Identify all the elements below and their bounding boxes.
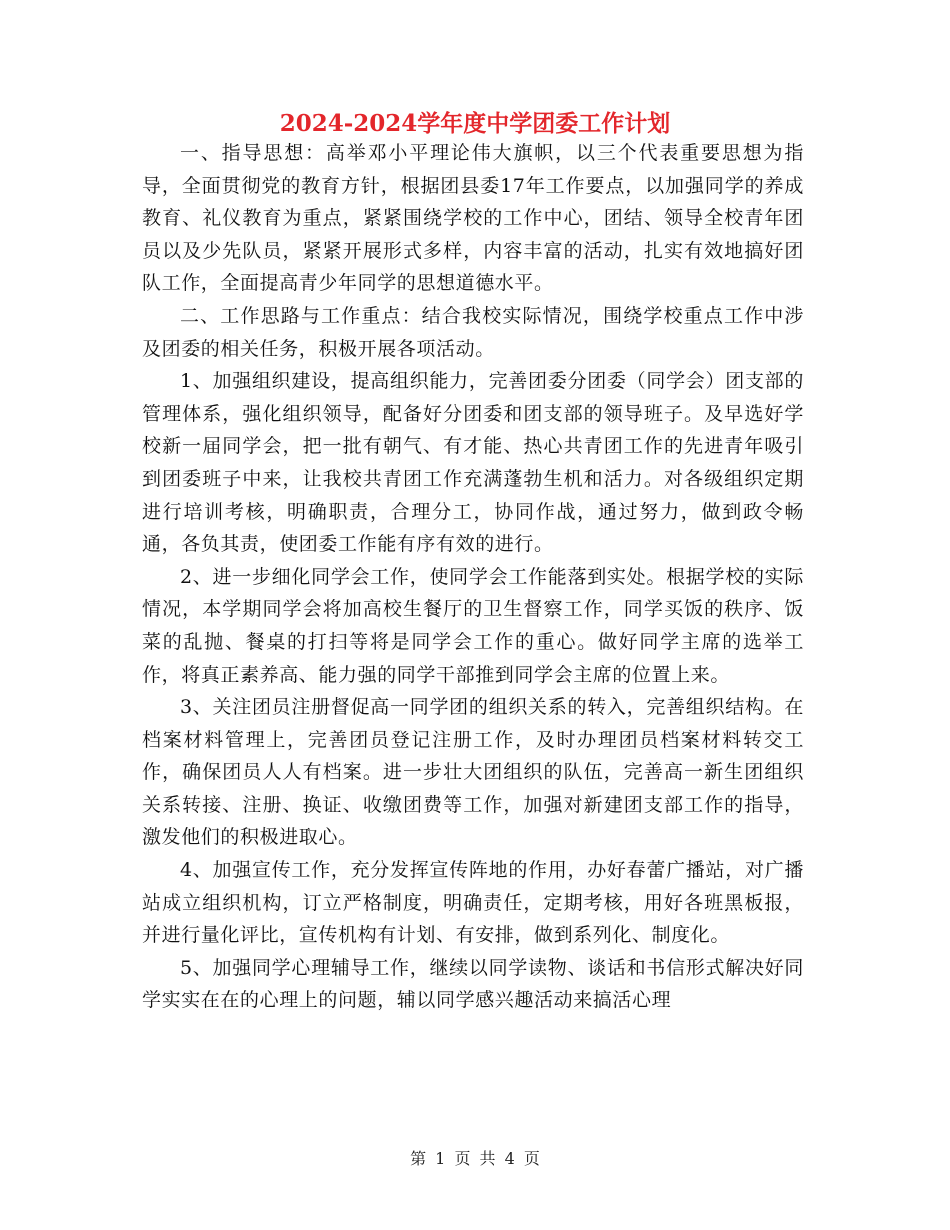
paragraph-member-registration: 3、关注团员注册督促高一同学团的组织关系的转入，完善组织结构。在档案材料管理上，完善团员登记注册工作，及时办理团员档案材料转交工作，确保团员人人有档案。进一步壮大团组织的队伍，完善高一新生团组织关系转接、注册、换证、收缴团费等工作，加强对新建团支部工作的指导，激发他们的积极进取心。 [142,696,804,849]
document-title: 2024-2024学年度中学团委工作计划 [279,110,671,137]
document-body [142,137,804,1017]
paragraph-organization-building: 1、加强组织建设，提高组织能力，完善团委分团委（同学会）团支部的管理体系，强化组织领导，配备好分团委和团支部的领导班子。及早选好学校新一届同学会，把一批有朝气、有才能、热心共青团工作的先进青年吸引到团委班子中来，让我校共青团工作充满蓬勃生机和活力。对各级组织定期进行培训考核，明确职责，合理分工，协同作战，通过努力，做到政令畅通，各负其责，使团委工作能有序有效的进行。 [142,370,804,556]
paragraph-student-union: 2、进一步细化同学会工作，使同学会工作能落到实处。根据学校的实际情况，本学期同学会将加高校生餐厅的卫生督察工作，同学买饭的秩序、饭菜的乱抛、餐桌的打扫等将是同学会工作的重心。做好同学主席的选举工作，将真正素养高、能力强的同学干部推到同学会主席的位置上来。 [142,565,804,686]
paragraph-psychological-counseling: 5、加强同学心理辅导工作，继续以同学读物、谈话和书信形式解决好同学实实在在的心理上的问题，辅以同学感兴趣活动来搞活心理 [142,956,804,1012]
paragraph-guiding-ideology: 一、指导思想：高举邓小平理论伟大旗帜，以三个代表重要思想为指导，全面贯彻党的教育方针，根据团县委17年工作要点，以加强同学的养成教育、礼仪教育为重点，紧紧围绕学校的工作中心，团结、领导全校青年团员以及少先队员，紧紧开展形式多样，内容丰富的活动，扎实有效地搞好团队工作，全面提高青少年同学的思想道德水平。 [142,142,804,295]
paragraph-publicity: 4、加强宣传工作，充分发挥宣传阵地的作用，办好春蕾广播站，对广播站成立组织机构，订立严格制度，明确责任，定期考核，用好各班黑板报，并进行量化评比，宣传机构有计划、有安排，做到系列化、制度化。 [142,859,804,947]
page-footer: 第 1 页 共 4 页 [410,1149,540,1168]
paragraph-work-focus: 二、工作思路与工作重点：结合我校实际情况，围绕学校重点工作中涉及团委的相关任务，积极开展各项活动。 [142,304,804,360]
